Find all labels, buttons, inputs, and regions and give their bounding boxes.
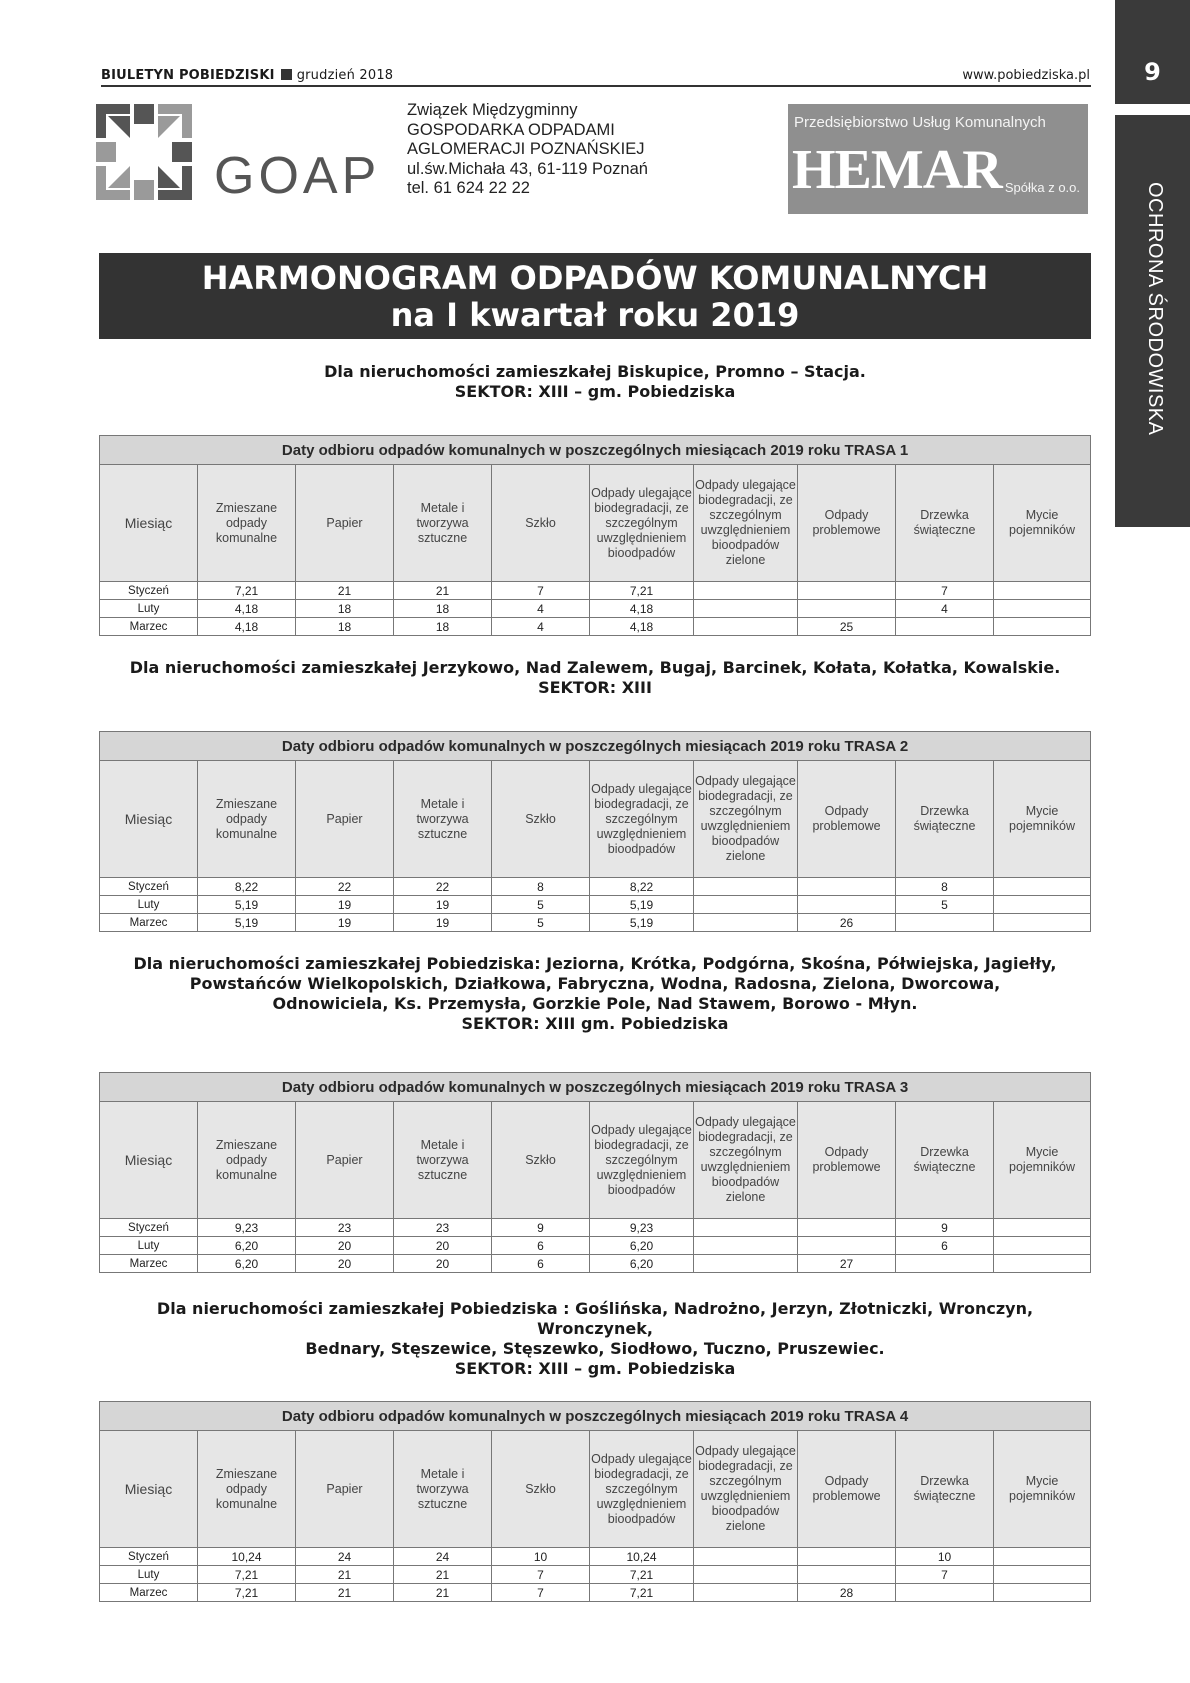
column-header: Metale i tworzywa sztuczne <box>394 465 492 582</box>
table-cell: 7,21 <box>198 582 296 600</box>
route-4-intro <box>100 1299 1090 1379</box>
intro-line: Powstańców Wielkopolskich, Działkowa, Fabryczna, Wodna, Radosna, Zielona, Dworcowa, <box>189 974 1001 993</box>
column-header: Metale i tworzywa sztuczne <box>394 1102 492 1219</box>
table-cell: Styczeń <box>100 1548 198 1566</box>
table-cell <box>994 896 1091 914</box>
column-header: Metale i tworzywa sztuczne <box>394 761 492 878</box>
hemar-name: HEMAR <box>792 139 1002 201</box>
table-cell: 8,22 <box>198 878 296 896</box>
table-cell <box>994 1548 1091 1566</box>
table-cell: 24 <box>296 1548 394 1566</box>
table-cell: 19 <box>296 914 394 932</box>
table-cell <box>798 1548 896 1566</box>
column-header: Drzewka świąteczne <box>896 1431 994 1548</box>
table-cell: 8 <box>896 878 994 896</box>
schedule-table-route-2 <box>99 731 1091 932</box>
table-cell <box>798 1219 896 1237</box>
intro-line: SEKTOR: XIII <box>538 678 652 697</box>
column-header: Papier <box>296 761 394 878</box>
table-cell: 4 <box>896 600 994 618</box>
table-cell: 5 <box>492 896 590 914</box>
org-line: Związek Międzygminny <box>407 101 578 119</box>
column-header: Miesiąc <box>100 761 198 878</box>
column-header: Mycie pojemników <box>994 465 1091 582</box>
column-header: Drzewka świąteczne <box>896 761 994 878</box>
table-cell: 7 <box>492 1566 590 1584</box>
table-cell: 20 <box>296 1237 394 1255</box>
table-caption: Daty odbioru odpadów komunalnych w poszczególnych miesiącach 2019 roku TRASA 1 <box>100 436 1091 465</box>
column-header: Odpady problemowe <box>798 1431 896 1548</box>
running-header <box>101 68 393 83</box>
table-caption: Daty odbioru odpadów komunalnych w poszczególnych miesiącach 2019 roku TRASA 3 <box>100 1073 1091 1102</box>
column-header: Szkło <box>492 1102 590 1219</box>
column-header: Odpady ulegające biodegradacji, ze szczególnym uwzględnieniem bioodpadów zielone <box>694 761 798 878</box>
schedule-table-route-4 <box>99 1401 1091 1602</box>
table-row <box>100 618 1091 636</box>
intro-line: Dla nieruchomości zamieszkałej Pobiedziska : Goślińska, Nadrożno, Jerzyn, Złotniczki, Wronczyn, Wronczynek, <box>156 1299 1034 1338</box>
table-cell <box>798 600 896 618</box>
square-separator-icon <box>281 69 292 80</box>
table-cell <box>994 1219 1091 1237</box>
table-cell: 5 <box>896 896 994 914</box>
table-cell: 6,20 <box>590 1237 694 1255</box>
table-cell <box>798 878 896 896</box>
hemar-logo <box>788 104 1088 214</box>
table-cell: 5,19 <box>590 914 694 932</box>
table-cell: 7,21 <box>590 1566 694 1584</box>
table-cell: 22 <box>394 878 492 896</box>
table-cell: 19 <box>394 896 492 914</box>
table-cell: 18 <box>296 618 394 636</box>
table-cell <box>798 896 896 914</box>
column-header: Odpady ulegające biodegradacji, ze szczególnym uwzględnieniem bioodpadów <box>590 1102 694 1219</box>
table-cell: Styczeń <box>100 582 198 600</box>
table-cell <box>694 1584 798 1602</box>
column-header: Szkło <box>492 1431 590 1548</box>
column-header: Miesiąc <box>100 465 198 582</box>
table-cell <box>694 914 798 932</box>
table-cell <box>694 1548 798 1566</box>
table-cell: 4 <box>492 600 590 618</box>
column-header: Szkło <box>492 465 590 582</box>
table-cell: 9 <box>492 1219 590 1237</box>
website-link[interactable]: www.pobiedziska.pl <box>962 68 1090 83</box>
intro-line: SEKTOR: XIII – gm. Pobiedziska <box>454 1359 736 1378</box>
table-cell: 22 <box>296 878 394 896</box>
table-cell: 7 <box>896 582 994 600</box>
intro-line: Dla nieruchomości zamieszkałej Biskupice, Promno – Stacja. <box>324 362 866 381</box>
issue-date: grudzień 2018 <box>296 68 394 83</box>
column-header: Odpady problemowe <box>798 761 896 878</box>
table-cell: Luty <box>100 1566 198 1584</box>
table-cell: 10,24 <box>590 1548 694 1566</box>
table-row <box>100 896 1091 914</box>
table-cell: Marzec <box>100 914 198 932</box>
column-header: Odpady ulegające biodegradacji, ze szczególnym uwzględnieniem bioodpadów <box>590 761 694 878</box>
table-cell: 9 <box>896 1219 994 1237</box>
column-header: Miesiąc <box>100 1431 198 1548</box>
table-cell: 4,18 <box>590 600 694 618</box>
table-cell: 6 <box>492 1237 590 1255</box>
table-cell: Marzec <box>100 618 198 636</box>
table-cell <box>994 914 1091 932</box>
table-cell: Styczeń <box>100 878 198 896</box>
schedule-table-route-3 <box>99 1072 1091 1273</box>
table-cell: 9,23 <box>590 1219 694 1237</box>
table-cell: 21 <box>394 1584 492 1602</box>
table-row <box>100 1566 1091 1584</box>
table-cell: 27 <box>798 1255 896 1273</box>
column-header: Papier <box>296 1102 394 1219</box>
table-cell: 23 <box>296 1219 394 1237</box>
table-cell <box>694 618 798 636</box>
table-cell: 7 <box>492 582 590 600</box>
table-cell <box>994 600 1091 618</box>
column-header: Odpady ulegające biodegradacji, ze szczególnym uwzględnieniem bioodpadów <box>590 1431 694 1548</box>
column-header: Mycie pojemników <box>994 1431 1091 1548</box>
table-cell: 23 <box>394 1219 492 1237</box>
column-header: Mycie pojemników <box>994 1102 1091 1219</box>
table-cell: 4,18 <box>590 618 694 636</box>
intro-line: Bednary, Stęszewice, Stęszewko, Siodłowo, Tuczno, Pruszewiec. <box>305 1339 885 1358</box>
table-cell: 28 <box>798 1584 896 1602</box>
intro-line: Odnowiciela, Ks. Przemysła, Gorzkie Pole, Nad Stawem, Borowo - Młyn. <box>272 994 918 1013</box>
column-header: Odpady ulegające biodegradacji, ze szczególnym uwzględnieniem bioodpadów zielone <box>694 1102 798 1219</box>
table-cell <box>994 1255 1091 1273</box>
table-cell: 26 <box>798 914 896 932</box>
column-header: Miesiąc <box>100 1102 198 1219</box>
table-cell <box>694 878 798 896</box>
intro-line: Dla nieruchomości zamieszkałej Pobiedziska: Jeziorna, Krótka, Podgórna, Skośna, Półwiejska, Jagiełły, <box>133 954 1057 973</box>
org-line: tel. 61 624 22 22 <box>407 179 530 197</box>
table-row <box>100 878 1091 896</box>
intro-line: SEKTOR: XIII gm. Pobiedziska <box>461 1014 729 1033</box>
table-caption: Daty odbioru odpadów komunalnych w poszczególnych miesiącach 2019 roku TRASA 4 <box>100 1402 1091 1431</box>
schedule-table-route-1 <box>99 435 1091 636</box>
table-cell: 6,20 <box>198 1237 296 1255</box>
table-cell <box>798 582 896 600</box>
table-cell <box>896 618 994 636</box>
table-cell: 20 <box>394 1237 492 1255</box>
table-cell: 7,21 <box>198 1566 296 1584</box>
table-cell: 18 <box>296 600 394 618</box>
table-cell: 21 <box>296 1584 394 1602</box>
table-cell <box>994 618 1091 636</box>
org-line: ul.św.Michała 43, 61-119 Poznań <box>407 159 648 178</box>
column-header: Drzewka świąteczne <box>896 465 994 582</box>
table-cell: Luty <box>100 1237 198 1255</box>
table-cell: 20 <box>394 1255 492 1273</box>
table-cell: Marzec <box>100 1584 198 1602</box>
table-cell: 21 <box>296 1566 394 1584</box>
table-cell: 24 <box>394 1548 492 1566</box>
table-row <box>100 1548 1091 1566</box>
goap-wordmark: GOAP <box>214 147 381 205</box>
table-cell <box>694 1237 798 1255</box>
column-header: Papier <box>296 465 394 582</box>
page-number-tab <box>1115 0 1190 104</box>
table-cell: 10 <box>492 1548 590 1566</box>
hemar-tagline: Przedsiębiorstwo Usług Komunalnych <box>794 114 1046 131</box>
title-line-1: HARMONOGRAM ODPADÓW KOMUNALNYCH <box>201 259 989 297</box>
table-cell <box>896 914 994 932</box>
intro-line: Dla nieruchomości zamieszkałej Jerzykowo, Nad Zalewem, Bugaj, Barcinek, Kołata, Kołatka, Kowalskie. <box>129 658 1061 677</box>
table-cell: 4 <box>492 618 590 636</box>
table-cell: 25 <box>798 618 896 636</box>
table-cell: 4,18 <box>198 618 296 636</box>
table-cell: 19 <box>296 896 394 914</box>
column-header: Zmieszane odpady komunalne <box>198 465 296 582</box>
title-line-2: na I kwartał roku 2019 <box>390 296 800 334</box>
table-cell: 18 <box>394 600 492 618</box>
column-header: Odpady problemowe <box>798 1102 896 1219</box>
table-cell: Marzec <box>100 1255 198 1273</box>
org-line: GOSPODARKA ODPADAMI <box>407 120 615 139</box>
table-cell: 19 <box>394 914 492 932</box>
table-cell: 5,19 <box>198 896 296 914</box>
route-2-intro <box>100 658 1090 698</box>
table-cell: 8,22 <box>590 878 694 896</box>
table-cell <box>994 878 1091 896</box>
table-cell: 6 <box>492 1255 590 1273</box>
table-cell <box>694 582 798 600</box>
hemar-company-type: Spółka z o.o. <box>1004 180 1080 195</box>
table-cell <box>694 1255 798 1273</box>
table-cell: 7,21 <box>590 1584 694 1602</box>
table-cell: 5 <box>492 914 590 932</box>
table-cell <box>896 1255 994 1273</box>
table-cell: 10 <box>896 1548 994 1566</box>
table-cell: 5,19 <box>198 914 296 932</box>
column-header: Drzewka świąteczne <box>896 1102 994 1219</box>
table-cell: 21 <box>394 582 492 600</box>
table-cell: 7 <box>492 1584 590 1602</box>
column-header: Zmieszane odpady komunalne <box>198 761 296 878</box>
table-cell <box>798 1566 896 1584</box>
table-cell: 20 <box>296 1255 394 1273</box>
column-header: Odpady ulegające biodegradacji, ze szczególnym uwzględnieniem bioodpadów zielone <box>694 1431 798 1548</box>
table-cell: 21 <box>296 582 394 600</box>
table-cell <box>694 600 798 618</box>
table-row <box>100 600 1091 618</box>
table-cell: 21 <box>394 1566 492 1584</box>
table-row <box>100 1584 1091 1602</box>
table-caption: Daty odbioru odpadów komunalnych w poszczególnych miesiącach 2019 roku TRASA 2 <box>100 732 1091 761</box>
table-cell: 5,19 <box>590 896 694 914</box>
column-header: Szkło <box>492 761 590 878</box>
table-cell: 10,24 <box>198 1548 296 1566</box>
column-header: Metale i tworzywa sztuczne <box>394 1431 492 1548</box>
table-cell <box>994 1566 1091 1584</box>
table-row <box>100 1255 1091 1273</box>
column-header: Zmieszane odpady komunalne <box>198 1102 296 1219</box>
org-line: AGLOMERACJI POZNAŃSKIEJ <box>407 140 645 158</box>
table-cell: 18 <box>394 618 492 636</box>
table-row <box>100 1219 1091 1237</box>
table-cell: 9,23 <box>198 1219 296 1237</box>
table-cell: Luty <box>100 896 198 914</box>
table-cell: 8 <box>492 878 590 896</box>
column-header: Papier <box>296 1431 394 1548</box>
table-row <box>100 1237 1091 1255</box>
table-cell <box>994 582 1091 600</box>
table-cell: 6,20 <box>198 1255 296 1273</box>
route-1-intro <box>100 362 1090 402</box>
table-cell <box>994 1584 1091 1602</box>
table-cell: 7 <box>896 1566 994 1584</box>
column-header: Mycie pojemników <box>994 761 1091 878</box>
organization-info <box>407 101 648 199</box>
page-title <box>99 253 1091 339</box>
column-header: Odpady ulegające biodegradacji, ze szczególnym uwzględnieniem bioodpadów <box>590 465 694 582</box>
column-header: Odpady problemowe <box>798 465 896 582</box>
table-cell: 4,18 <box>198 600 296 618</box>
table-cell: 6,20 <box>590 1255 694 1273</box>
column-header: Odpady ulegające biodegradacji, ze szczególnym uwzględnieniem bioodpadów zielone <box>694 465 798 582</box>
table-cell <box>798 1237 896 1255</box>
header-divider <box>101 85 1091 87</box>
table-cell: 7,21 <box>590 582 694 600</box>
table-cell: Luty <box>100 600 198 618</box>
table-cell <box>994 1237 1091 1255</box>
table-row <box>100 582 1091 600</box>
route-3-intro <box>100 954 1090 1034</box>
table-cell: Styczeń <box>100 1219 198 1237</box>
table-cell <box>896 1584 994 1602</box>
page-number: 9 <box>1144 58 1161 86</box>
intro-line: SEKTOR: XIII – gm. Pobiedziska <box>454 382 736 401</box>
table-cell <box>694 1566 798 1584</box>
table-cell: 6 <box>896 1237 994 1255</box>
publication-name: BIULETYN POBIEDZISKI <box>101 68 275 83</box>
table-row <box>100 914 1091 932</box>
column-header: Zmieszane odpady komunalne <box>198 1431 296 1548</box>
table-cell <box>694 896 798 914</box>
table-cell: 7,21 <box>198 1584 296 1602</box>
table-cell <box>694 1219 798 1237</box>
section-title: OCHRONA ŚRODOWISKA <box>1144 182 1166 436</box>
